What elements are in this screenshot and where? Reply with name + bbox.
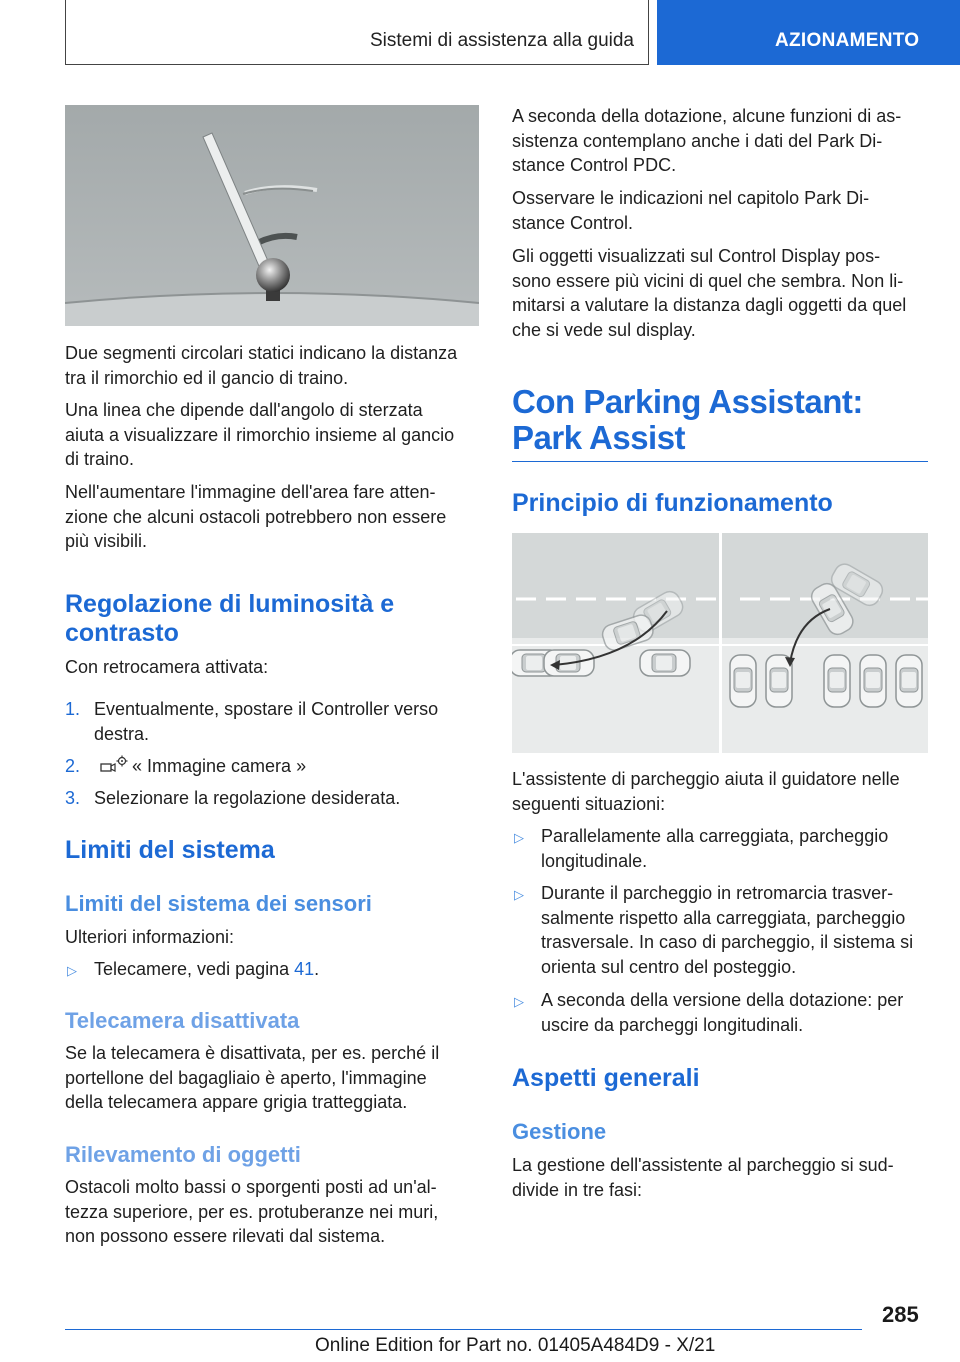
heading-parking-assistant: Con Parking Assistant: Park Assist [512,383,863,456]
bullet-exit-parking: A seconda della versione della dotazione: per uscire da parcheggi longitudinali. [541,990,904,1035]
heading-camera-disabled: Telecamera disattivata [65,1008,300,1033]
bullet-triangle-icon: ▷ [514,994,524,1009]
heading-divider [512,461,928,462]
bullet-perpendicular-parking: Durante il parcheggio in retromarcia trasver- salmente rispetto alla carreggiata, parcheggio trasversale. In caso di parcheggio, il sistema si orienta sul centro del posteggio. [541,883,914,977]
header-section-title: Sistemi di assistenza alla guida [369,30,634,51]
page-link-41[interactable]: 41 [294,959,315,979]
parking-diagram-icon [512,533,928,753]
heading-object-detection: Rilevamento di oggetti [65,1142,301,1167]
paragraph-zoom-warning: Nell'aumentare l'immagine dell'area fare atten- zione che alcuni ostacoli potrebbero non essere più visibili. [65,482,447,551]
step-text-2: « Immagine camera » [132,756,307,776]
paragraph-camera-disabled: Se la telecamera è disattivata, per es. perché il portellone del bagagliaio è aperto, l'immagine della telecamera appare grigia tratteggiata. [65,1043,440,1112]
page-number: 285 [882,1302,919,1327]
trailer-camera-figure [65,105,479,326]
paragraph-steering-line: Una linea che dipende dall'angolo di sterzata aiuta a visualizzare il rimorchio insieme al gancio di traino. [65,400,455,469]
step-number-3: 3. [65,788,81,808]
bullet-triangle-icon: ▷ [67,963,77,978]
heading-system-limits: Limiti del sistema [65,836,275,864]
heading-operation: Gestione [512,1119,607,1144]
heading-sensor-limits: Limiti del sistema dei sensori [65,891,372,916]
caption-segments: Due segmenti circolari statici indicano la distanza tra il rimorchio ed il gancio di traino. [65,343,458,388]
paragraph-pdc-data: A seconda della dotazione, alcune funzioni di as- sistenza contemplano anche i dati del Park Di- stance Control PDC. [512,106,902,175]
heading-general-aspects: Aspetti generali [512,1064,700,1092]
bullet-cameras-ref: Telecamere, vedi pagina 41. [94,959,320,979]
step-number-2: 2. [65,756,81,776]
paragraph-parking-situations: L'assistente di parcheggio aiuta il guidatore nelle seguenti situazioni: [512,769,900,814]
paragraph-object-detection: Ostacoli molto bassi o sporgenti posti ad un'al- tezza superiore, per es. protuberanze nei muri, non possono essere rilevati dal sistema. [65,1177,439,1246]
step-text-3: Selezionare la regolazione desiderata. [94,788,401,808]
text-rear-camera-active: Con retrocamera attivata: [65,657,269,677]
bullet-triangle-icon: ▷ [514,887,524,902]
header-chapter-tab[interactable] [657,0,960,65]
step-text-1: Eventualmente, spostare il Controller verso destra. [94,699,439,744]
heading-brightness-contrast: Regolazione di luminosità e contrasto [65,590,395,647]
heading-operating-principle: Principio di funzionamento [512,489,833,517]
header-chapter-title: AZIONAMENTO [775,30,920,51]
step-number-1: 1. [65,699,81,719]
parking-scenarios-figure [512,533,928,753]
paragraph-operation-phases: La gestione dell'assistente al parcheggio si sud- divide in tre fasi: [512,1155,894,1200]
camera-settings-icon [99,754,129,781]
footer-divider [65,1329,862,1330]
trailer-hitch-view-icon [65,105,479,326]
text-more-info: Ulteriori informazioni: [65,927,235,947]
paragraph-display-objects: Gli oggetti visualizzati sul Control Display pos- sono essere più vicini di quel che sembra. Non li- mitarsi a valutare la distanza dagli oggetti da quel che si vede sul display. [512,246,907,340]
bullet-parallel-parking: Parallelamente alla carreggiata, parcheggio longitudinale. [541,826,889,871]
paragraph-pdc-chapter: Osservare le indicazioni nel capitolo Park Di- stance Control. [512,188,870,233]
header-section-box [65,0,649,65]
footer-edition: Online Edition for Part no. 01405A484D9 - X/21 [315,1335,716,1356]
bullet-triangle-icon: ▷ [514,830,524,845]
